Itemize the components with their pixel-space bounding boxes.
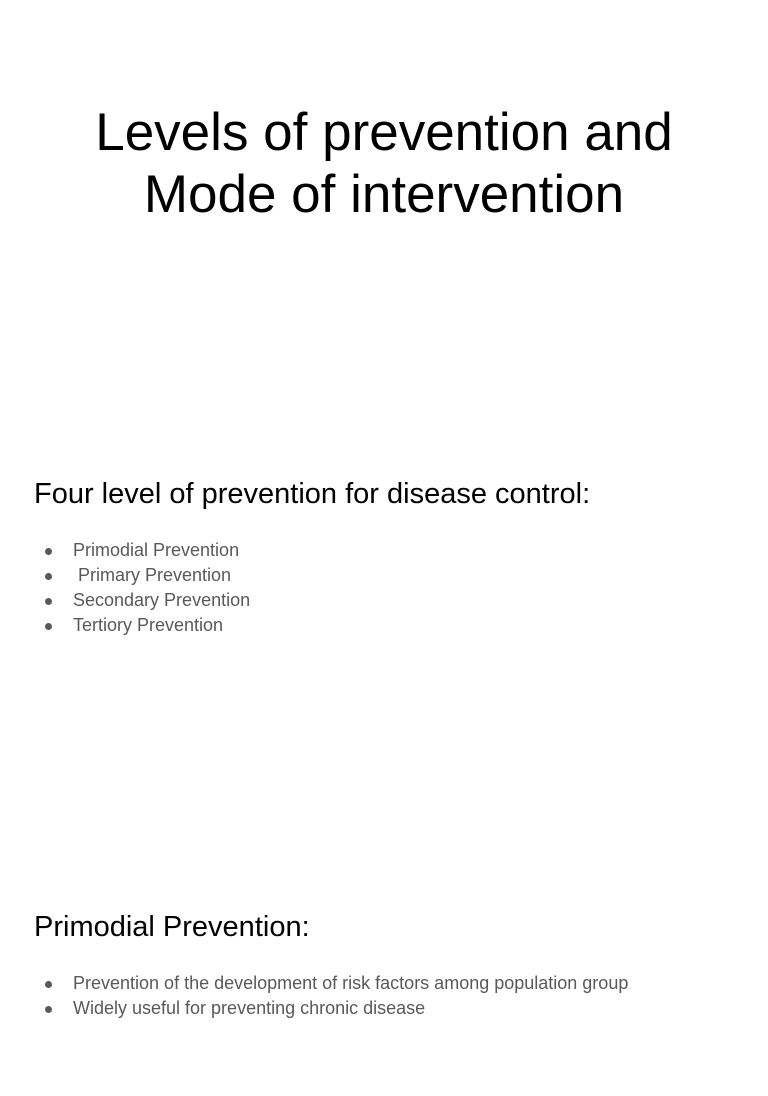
bullet-icon — [45, 1006, 52, 1013]
list-item-text: Widely useful for preventing chronic disease — [73, 998, 426, 1018]
bullet-icon — [45, 573, 52, 580]
list-item-text: Secondary Prevention — [73, 590, 251, 610]
slide-title-line-2: Mode of intervention — [143, 165, 625, 224]
list-item — [0, 563, 768, 588]
list-item — [0, 971, 768, 996]
bullet-icon — [45, 548, 52, 555]
bullet-icon — [45, 981, 52, 988]
list-item-text: Primodial Prevention — [73, 540, 240, 560]
list-item-text: Primary Prevention — [73, 565, 232, 585]
list-item-text: Prevention of the development of risk factors among population group — [73, 973, 629, 993]
bullet-icon — [45, 623, 52, 630]
slide-title-line-1: Levels of prevention and — [95, 103, 673, 162]
list-item — [0, 538, 768, 563]
levels-list — [0, 538, 768, 638]
section-heading-primodial: Primodial Prevention: — [34, 911, 310, 943]
slide-title — [0, 102, 768, 226]
primodial-list — [0, 971, 768, 1021]
list-item — [0, 613, 768, 638]
list-item — [0, 996, 768, 1021]
list-item — [0, 588, 768, 613]
bullet-icon — [45, 598, 52, 605]
section-heading-levels: Four level of prevention for disease control: — [34, 478, 591, 510]
list-item-text: Tertiory Prevention — [73, 615, 224, 635]
